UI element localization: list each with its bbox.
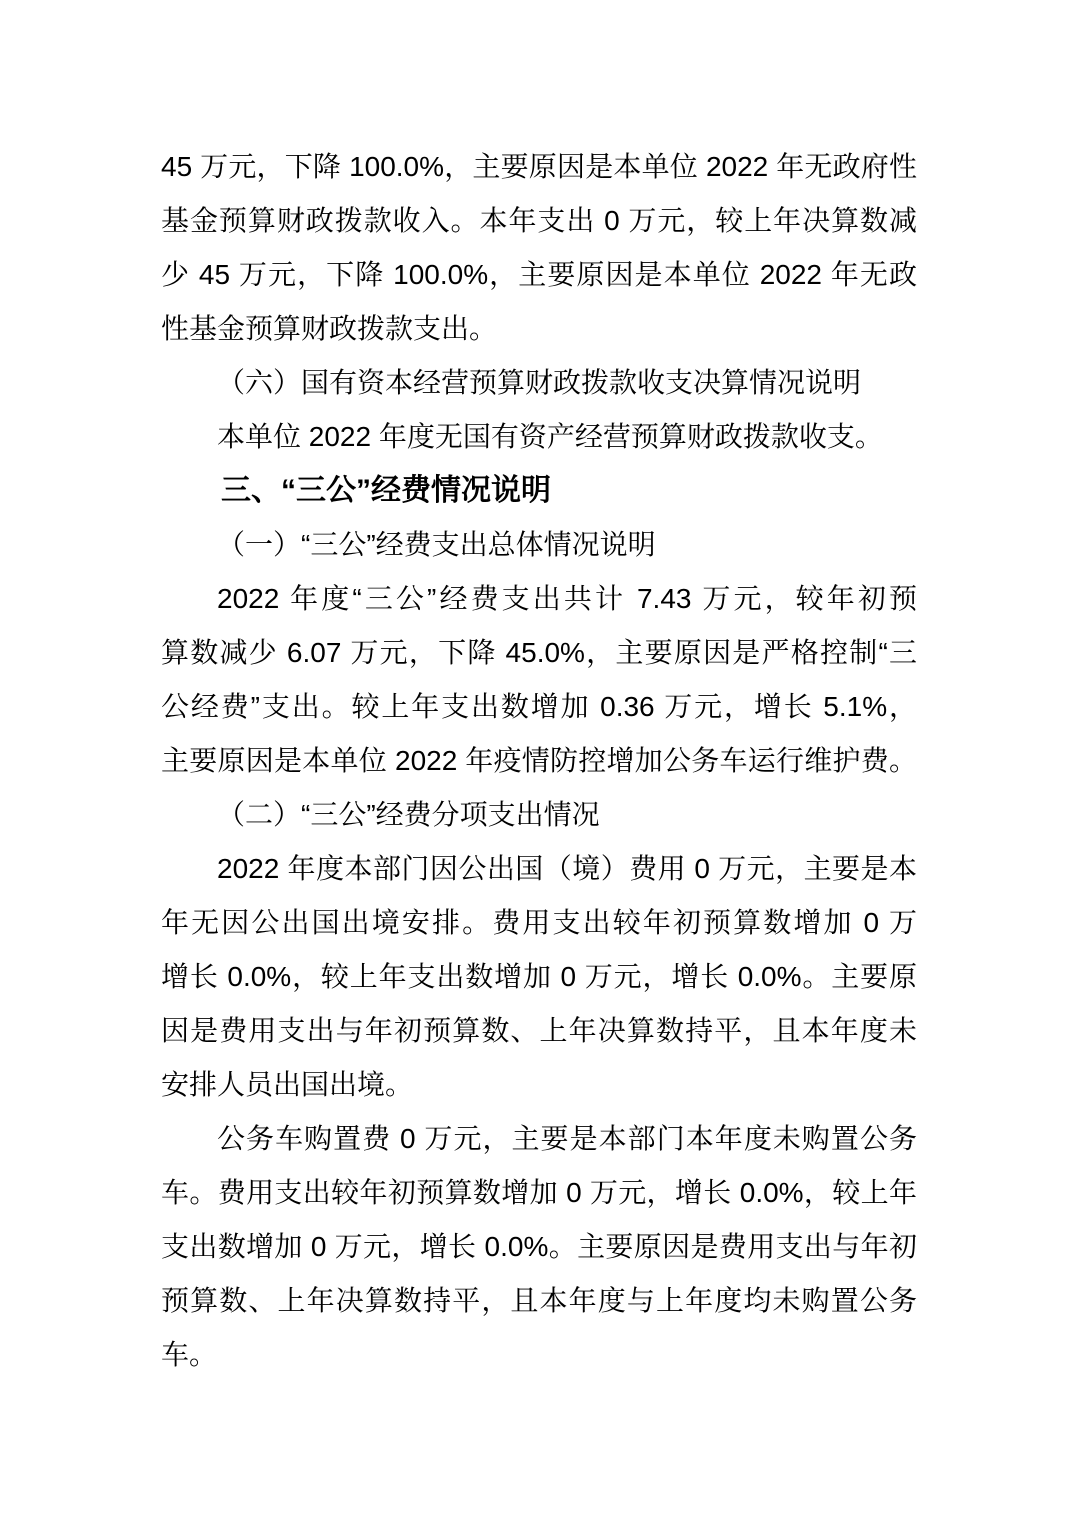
text-line: 算数减少 6.07 万元，下降 45.0%，主要原因是严格控制“三 bbox=[161, 637, 917, 668]
text-line: 2022 年度“三公”经费支出共计 7.43 万元，较年初预 bbox=[217, 583, 917, 614]
text-line: 2022 年度本部门因公出国（境）费用 0 万元，主要是本 bbox=[217, 853, 917, 884]
text-line: 主要原因是本单位 2022 年疫情防控增加公务车运行维护费。 bbox=[161, 745, 917, 776]
document-text-block bbox=[161, 140, 917, 1382]
subsection-heading-line: （六）国有资本经营预算财政拨款收支决算情况说明 bbox=[217, 367, 862, 398]
text-line: 年无因公出国出境安排。费用支出较年初预算数增加 0 万 bbox=[161, 907, 917, 938]
text-line: 公经费”支出。较上年支出数增加 0.36 万元，增长 5.1%， bbox=[161, 691, 917, 722]
text-line: 增长 0.0%，较上年支出数增加 0 万元，增长 0.0%。主要原 bbox=[161, 961, 917, 992]
section-heading-line: 三、“三公”经费情况说明 bbox=[221, 474, 551, 507]
text-line: 安排人员出国出境。 bbox=[161, 1069, 414, 1100]
text-line: 少 45 万元，下降 100.0%，主要原因是本单位 2022 年无政 bbox=[161, 259, 917, 290]
subsection-heading-line: （二）“三公”经费分项支出情况 bbox=[217, 799, 600, 830]
text-line: 本单位 2022 年度无国有资产经营预算财政拨款收支。 bbox=[217, 421, 883, 452]
text-line: 公务车购置费 0 万元，主要是本部门本年度未购置公务 bbox=[217, 1123, 917, 1154]
subsection-heading-line: （一）“三公”经费支出总体情况说明 bbox=[217, 529, 656, 560]
text-line: 预算数、上年决算数持平，且本年度与上年度均未购置公务 bbox=[161, 1285, 917, 1316]
text-line: 车。费用支出较年初预算数增加 0 万元，增长 0.0%，较上年 bbox=[161, 1177, 917, 1208]
text-line: 车。 bbox=[161, 1339, 218, 1370]
text-line: 支出数增加 0 万元，增长 0.0%。主要原因是费用支出与年初 bbox=[161, 1231, 917, 1262]
text-line: 因是费用支出与年初预算数、上年决算数持平，且本年度未 bbox=[161, 1015, 917, 1046]
text-line: 基金预算财政拨款收入。本年支出 0 万元，较上年决算数减 bbox=[161, 205, 917, 236]
text-line: 性基金预算财政拨款支出。 bbox=[161, 313, 498, 344]
text-line: 45 万元，下降 100.0%，主要原因是本单位 2022 年无政府性 bbox=[161, 151, 917, 182]
